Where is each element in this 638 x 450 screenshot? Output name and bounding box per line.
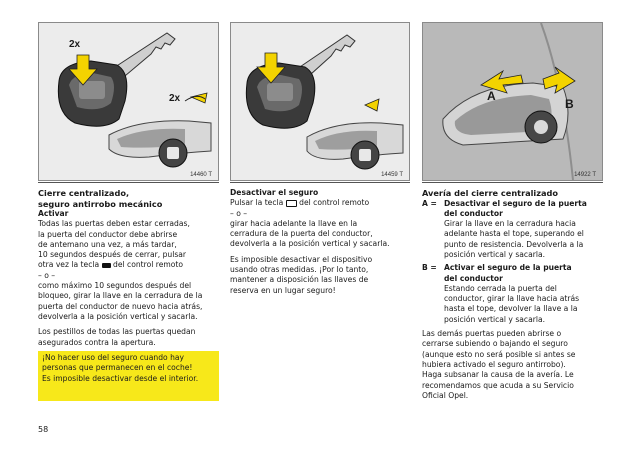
text-line: hasta el tope, devolver la llave a la (444, 304, 578, 314)
warning-box (38, 351, 219, 401)
door-lock-illustration (423, 23, 602, 180)
remote-unlock-icon (286, 200, 297, 207)
remote-lock-icon (102, 263, 111, 268)
column3-rule (422, 182, 603, 183)
text-line: recomendamos que acuda a su Servicio (422, 380, 574, 390)
figure-label-a: A (487, 89, 496, 103)
text-line: (aunque esto no será posible si antes se (422, 349, 576, 359)
text-line: asegurados contra la apertura. (38, 337, 156, 347)
list-item-a (422, 199, 607, 261)
text-line: mantener a disposición las llaves de (230, 275, 369, 285)
section-title: Cierre centralizado, (38, 188, 130, 198)
column1-rule (38, 182, 219, 183)
figure-code: 14459 T (381, 172, 403, 178)
figure-label-b: B (565, 97, 574, 111)
section-title: Avería del cierre centralizado (422, 188, 559, 198)
figure-label-2x-top: 2x (69, 39, 81, 50)
text-line: girar hacia adelante la llave en la (230, 218, 358, 228)
item-head: del conductor (444, 208, 503, 218)
text-line: devolverla a la posición vertical y sacarla. (230, 239, 390, 249)
text-line: la puerta del conductor debe abrirse (38, 229, 178, 239)
text-line: Es imposible desactivar el dispositivo (230, 254, 373, 264)
column1-text (38, 188, 220, 348)
text-line: Oficial Opel. (422, 390, 469, 400)
text-line: Todas las puertas deben estar cerradas, (38, 219, 190, 229)
text-line: devolverla a la posición vertical y sacarla. (38, 311, 198, 321)
list-marker: B = (422, 263, 437, 273)
section-title: seguro antirrobo mecánico (38, 198, 163, 209)
text-line: puerta del conductor de nuevo hacia atrás, (38, 301, 203, 311)
text-line (38, 260, 220, 270)
text-line: cerradura de la puerta del conductor, (230, 229, 373, 239)
column2-text (230, 188, 412, 296)
text-line: como máximo 10 segundos después del (38, 281, 192, 291)
column2-rule (230, 182, 410, 183)
list-marker: A = (422, 198, 437, 208)
warning-line: personas que permanecen en el coche! (42, 363, 193, 373)
text-line: adelante hasta el tope, superando el (444, 229, 584, 239)
warning-line: Es imposible desactivar desde el interior. (42, 373, 199, 383)
text-fragment: otra vez la tecla (38, 260, 100, 270)
text-line (230, 198, 412, 208)
text-line: conductor, girar la llave hacia atrás (444, 294, 580, 304)
list-item-b (422, 263, 607, 325)
figure-key-lock-deactivate (230, 22, 410, 181)
subheading-activate: Activar (38, 209, 69, 218)
text-fragment: del control remoto (299, 198, 370, 208)
text-line: punto de resistencia. Devolverla a la (444, 239, 584, 249)
subheading-deactivate: Desactivar el seguro (230, 188, 319, 197)
item-head: Activar el seguro de la puerta (444, 263, 572, 273)
text-line: cerrarse subiendo o bajando el seguro (422, 339, 568, 349)
column3-text (422, 188, 607, 401)
figure-key-lock-activate (38, 22, 219, 181)
text-line: usando otras medidas. ¡Por lo tanto, (230, 265, 369, 275)
figure-label-2x-right: 2x (169, 93, 181, 104)
text-fragment: del control remoto (113, 260, 184, 270)
text-line: reserva en un lugar seguro! (230, 285, 336, 295)
text-line: de antemano una vez, a más tardar, (38, 239, 177, 249)
figure-code: 14460 T (190, 172, 212, 178)
item-head: Desactivar el seguro de la puerta (444, 198, 587, 208)
warning-line: ¡No hacer uso del seguro cuando hay (42, 353, 185, 362)
figure-code: 14922 T (574, 172, 596, 178)
text-fragment: Pulsar la tecla (230, 198, 284, 208)
text-line: Girar la llave en la cerradura hacia (444, 219, 576, 229)
text-line: 10 segundos después de cerrar, pulsar (38, 250, 187, 260)
text-line: posición vertical y sacarla. (444, 314, 546, 324)
text-line: Las demás puertas pueden abrirse o (422, 329, 562, 339)
figure-door-lock-manual (422, 22, 603, 181)
text-line: posición vertical y sacarla. (444, 249, 546, 259)
item-head: del conductor (444, 273, 503, 283)
page-number: 58 (38, 425, 49, 434)
text-line: – o – (230, 208, 248, 218)
text-line: bloqueo, girar la llave en la cerradura de la (38, 291, 203, 301)
text-line: – o – (38, 270, 56, 280)
text-line: Haga subsanar la causa de la avería. Le (422, 370, 574, 380)
key-lock-illustration (39, 23, 218, 180)
text-line: Los pestillos de todas las puertas quedan (38, 327, 196, 337)
text-line: hubiera activado el seguro antirrobo). (422, 359, 566, 369)
text-line: Estando cerrada la puerta del (444, 283, 557, 293)
key-lock-illustration (231, 23, 409, 180)
